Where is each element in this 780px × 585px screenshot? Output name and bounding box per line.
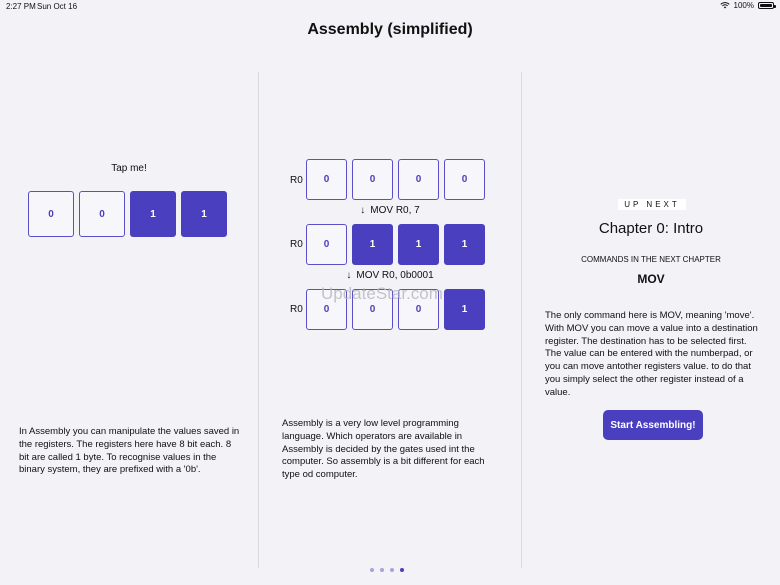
register-bit: 0	[444, 159, 485, 200]
bit-toggle[interactable]: 0	[79, 191, 125, 237]
bit-toggle[interactable]: 0	[28, 191, 74, 237]
page-dot-active[interactable]	[400, 568, 404, 572]
register-bit: 1	[444, 289, 485, 330]
page-dot[interactable]	[390, 568, 394, 572]
register-label: R0	[290, 239, 303, 250]
divider	[258, 72, 259, 568]
register-bit: 1	[398, 224, 439, 265]
register-bit: 0	[352, 159, 393, 200]
register-label: R0	[290, 175, 303, 186]
panel1-description: In Assembly you can manipulate the values saved in the registers. The registers here have 8 bit each. 8 bit are called 1 byte. To recognise values in the binary system, they are prefixed with a '0b'.	[19, 426, 240, 476]
page-dot[interactable]	[370, 568, 374, 572]
status-date: Sun Oct 16	[37, 2, 78, 11]
instruction	[259, 270, 521, 281]
tap-label: Tap me!	[111, 163, 147, 174]
register-bit: 1	[352, 224, 393, 265]
page-dot[interactable]	[380, 568, 384, 572]
status-time: 2:27 PM	[6, 2, 36, 11]
chapter-title: Chapter 0: Intro	[598, 220, 704, 237]
battery-icon	[758, 2, 774, 9]
page-indicator[interactable]	[370, 568, 404, 572]
start-assembling-button[interactable]: Start Assembling!	[603, 410, 703, 440]
instruction	[259, 205, 521, 216]
register-bit: 0	[306, 289, 347, 330]
instruction-text: MOV R0, 0b0001	[356, 270, 434, 281]
panel3-description: The only command here is MOV, meaning 'move'. With MOV you can move a value into a destination register. The destination has to be selected first. The value can be entered with the numberpad, or you can move antother registers value. to do that you simply select the other register instead of a value.	[545, 310, 758, 398]
command-name: MOV	[637, 272, 665, 286]
battery-percent: 100%	[733, 1, 754, 10]
bit-toggle[interactable]: 1	[181, 191, 227, 237]
commands-label: COMMANDS IN THE NEXT CHAPTER	[581, 255, 721, 264]
register-bit: 0	[398, 289, 439, 330]
status-right	[720, 1, 774, 10]
instruction-text: MOV R0, 7	[370, 205, 420, 216]
register-bit: 0	[352, 289, 393, 330]
arrow-down-icon: ↓	[360, 205, 366, 216]
arrow-down-icon: ↓	[346, 270, 352, 281]
divider	[521, 72, 522, 568]
watermark: UpdateStar.com	[321, 284, 443, 303]
status-bar	[0, 0, 780, 12]
register-bit: 1	[444, 224, 485, 265]
register-label: R0	[290, 304, 303, 315]
wifi-icon	[720, 2, 730, 9]
register-bit: 0	[398, 159, 439, 200]
panel2-description: Assembly is a very low level programming language. Which operators are available in Assembly is decided by the gates used int the computer. So assembly is a bit different for each type od computer.	[282, 418, 485, 481]
page-title: Assembly (simplified)	[307, 21, 473, 38]
bit-toggle[interactable]: 1	[130, 191, 176, 237]
up-next-label: UP NEXT	[618, 199, 686, 210]
register-bit: 0	[306, 224, 347, 265]
register-bit: 0	[306, 159, 347, 200]
